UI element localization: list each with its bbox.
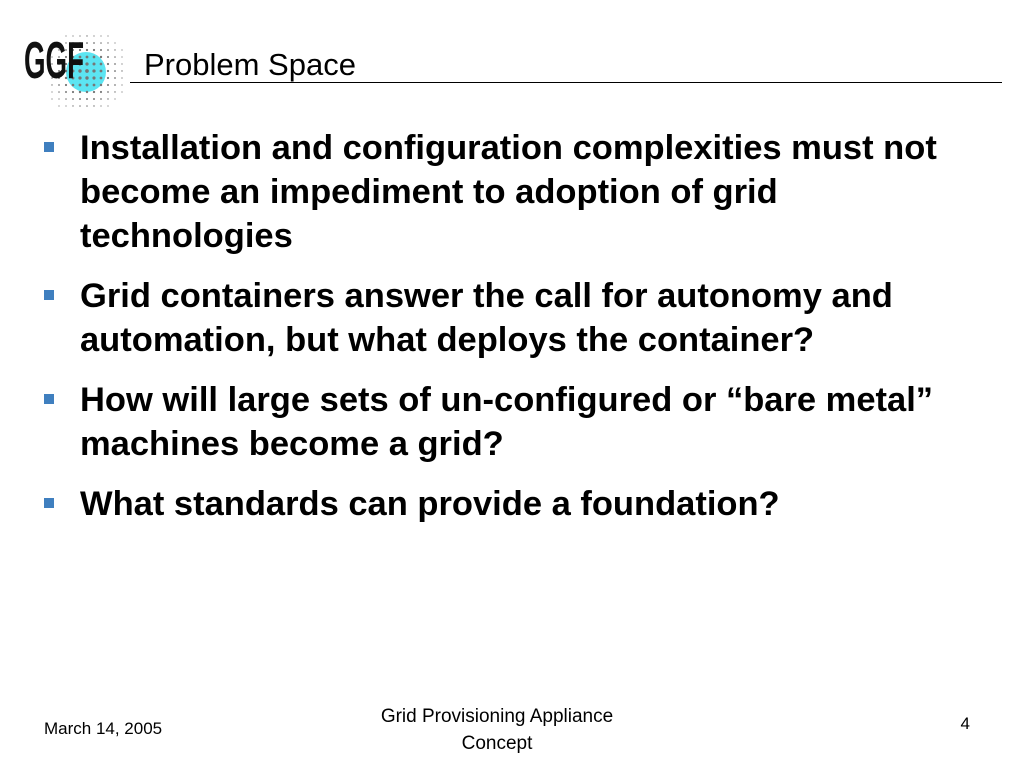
logo-dot <box>86 42 88 44</box>
logo-dot <box>86 56 89 59</box>
bullet-item <box>0 126 1024 258</box>
logo-dot <box>86 35 87 36</box>
footer-title-line: Grid Provisioning Appliance <box>380 706 614 727</box>
page-number: 4 <box>960 714 970 733</box>
logo-dot <box>114 77 116 79</box>
logo-dot <box>86 105 88 107</box>
footer-title-line: Concept <box>461 733 533 754</box>
bullet-list <box>0 126 1024 542</box>
logo-dot <box>107 49 109 51</box>
bullet-text: Installation and configuration complexities must not become an impediment to adoption of grid technologies <box>80 129 937 255</box>
logo-dot <box>72 91 74 93</box>
logo-dot <box>107 35 108 36</box>
logo-dot <box>86 49 88 51</box>
logo-dot <box>114 70 116 72</box>
logo-dot <box>107 98 108 99</box>
logo-dot <box>114 98 115 99</box>
logo-dot <box>93 42 95 44</box>
logo-dot <box>86 98 88 100</box>
logo-dot <box>58 91 60 93</box>
logo-dot <box>107 105 108 106</box>
logo-dot <box>65 105 66 106</box>
logo-dot <box>100 56 102 58</box>
logo-dot <box>85 69 89 73</box>
logo-dot <box>114 84 116 86</box>
logo-dot <box>100 35 101 36</box>
logo-dot <box>92 69 95 72</box>
logo-dot <box>51 91 52 92</box>
logo-dot <box>72 98 74 100</box>
bullet-item <box>0 378 1024 466</box>
logo-dot <box>107 42 108 43</box>
logo-dot <box>100 63 103 66</box>
logo-dot <box>107 77 109 79</box>
logo-dot <box>107 56 109 58</box>
logo-dot <box>121 49 122 50</box>
logo-dot <box>58 105 59 106</box>
square-bullet-icon <box>44 498 54 508</box>
logo-dot <box>65 91 67 93</box>
logo-dot <box>107 70 109 72</box>
logo-dot <box>85 62 88 65</box>
logo-dot <box>86 91 88 93</box>
logo-dot <box>92 62 95 65</box>
logo-dot <box>100 70 103 73</box>
footer-date: March 14, 2005 <box>44 719 163 738</box>
logo-dot <box>121 63 122 64</box>
ggf-logo <box>22 14 132 124</box>
logo-dot <box>79 98 81 100</box>
bullet-text: Grid containers answer the call for autonomy and automation, but what deploys the container? <box>80 277 893 359</box>
square-bullet-icon <box>44 142 54 152</box>
logo-dot <box>93 98 95 100</box>
logo-dot <box>93 56 96 59</box>
bullet-text: How will large sets of un-configured or “bare metal” machines become a grid? <box>80 381 934 463</box>
logo-dot <box>72 105 73 106</box>
logo-dot <box>100 105 101 106</box>
logo-dot <box>114 91 115 92</box>
logo-dot <box>107 84 109 86</box>
bullet-item <box>0 274 1024 362</box>
logo-dot <box>79 91 81 93</box>
logo-dot <box>86 84 89 87</box>
logo-dot <box>121 77 122 78</box>
logo-dot <box>93 49 95 51</box>
logo-dot <box>85 76 88 79</box>
logo-dot <box>93 105 94 106</box>
logo-text: GGF <box>24 32 84 90</box>
square-bullet-icon <box>44 394 54 404</box>
footer-presentation-title <box>337 703 657 757</box>
logo-dot <box>51 98 52 99</box>
logo-dot <box>100 84 102 86</box>
logo-dot <box>100 49 102 51</box>
bullet-item <box>0 482 1024 526</box>
logo-dot <box>114 56 116 58</box>
bullet-text: What standards can provide a foundation? <box>80 485 780 523</box>
logo-dot <box>79 105 81 107</box>
logo-dot <box>121 70 122 71</box>
logo-dot <box>114 49 115 50</box>
logo-dot <box>121 56 122 57</box>
title-divider <box>130 82 1002 83</box>
logo-dot <box>107 91 109 93</box>
logo-dot <box>58 98 59 99</box>
logo-dot <box>93 35 94 36</box>
logo-dot <box>100 77 103 80</box>
logo-dot <box>100 42 102 44</box>
logo-dot <box>121 84 122 85</box>
logo-dot <box>107 63 109 65</box>
logo-dot <box>100 91 102 93</box>
logo-dot <box>121 91 122 92</box>
logo-dot <box>92 76 95 79</box>
logo-dot <box>93 91 95 93</box>
logo-dot <box>114 63 116 65</box>
slide-title: Problem Space <box>144 47 356 82</box>
logo-dot <box>65 98 67 100</box>
logo-dot <box>114 42 115 43</box>
logo-dot <box>100 98 102 100</box>
logo-dot <box>93 84 96 87</box>
square-bullet-icon <box>44 290 54 300</box>
